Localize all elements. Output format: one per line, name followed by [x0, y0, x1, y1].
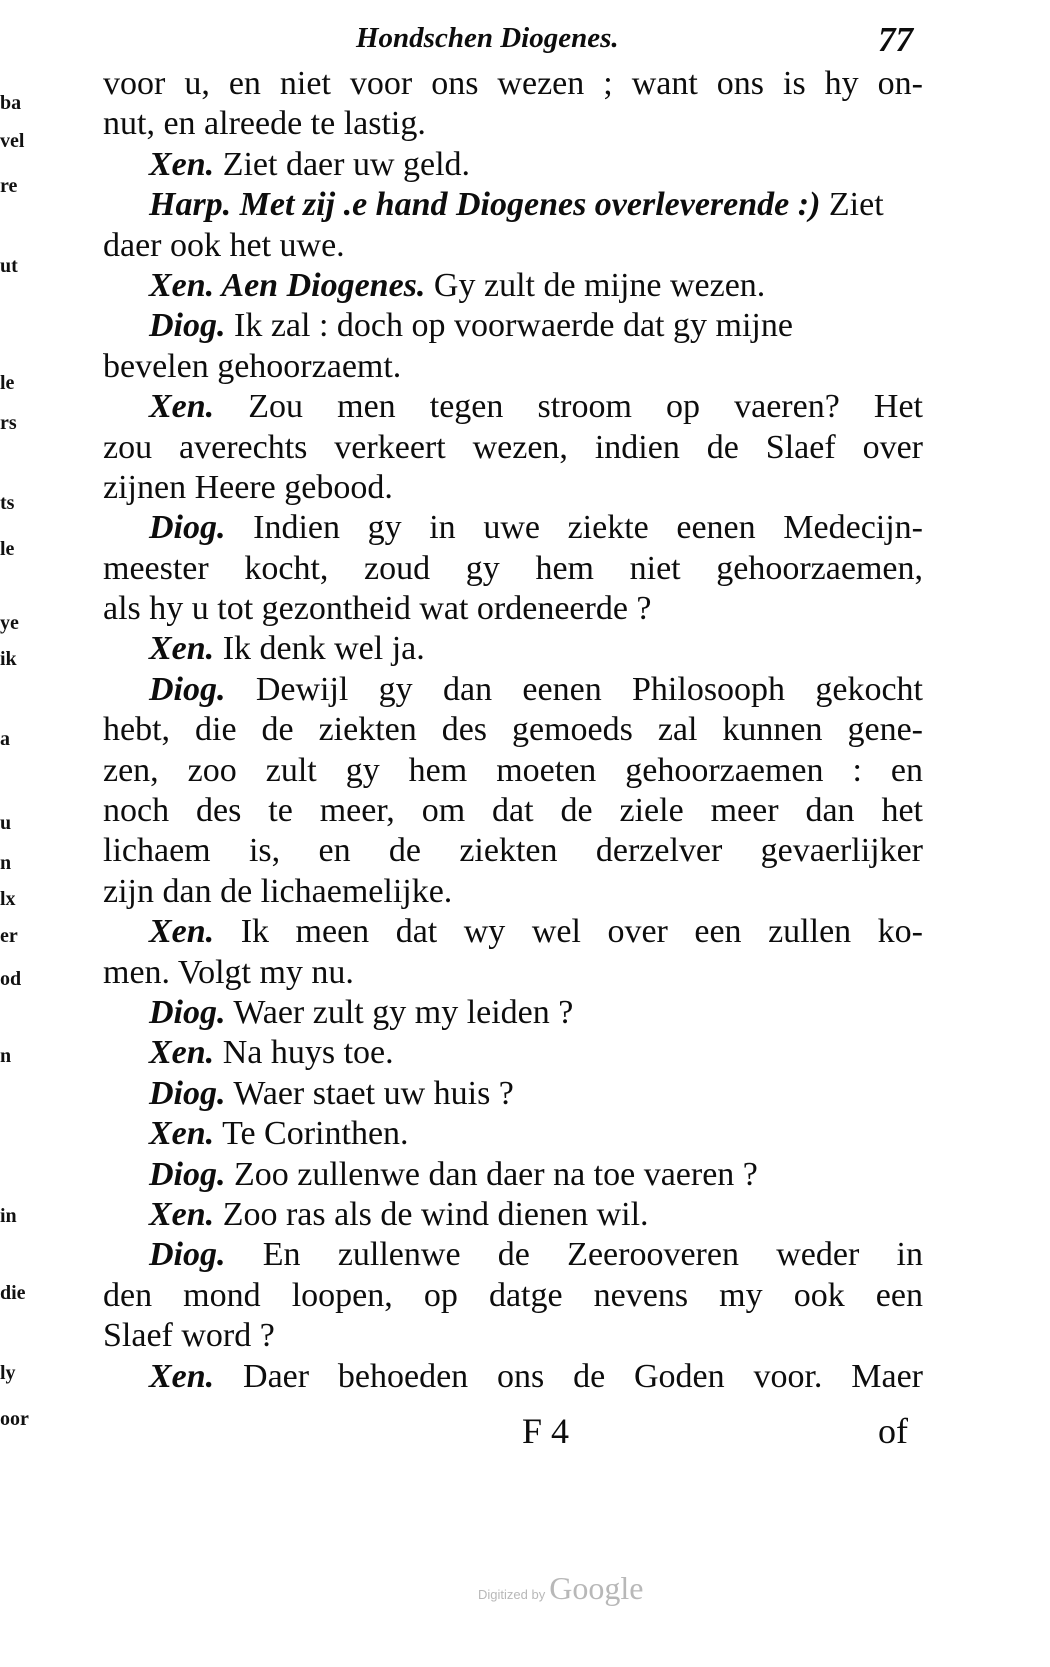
- speaker-name: Harp. Met zij .e hand Diogenes overleverende :): [149, 186, 821, 224]
- watermark-prefix: Digitized by: [478, 1587, 546, 1602]
- margin-fragment: ik: [0, 648, 17, 670]
- margin-fragment: vel: [0, 130, 25, 152]
- text-line: [103, 1033, 923, 1073]
- speaker-name: Xen.: [149, 630, 215, 668]
- margin-fragment: ye: [0, 612, 19, 634]
- line-text: Ziet: [820, 186, 884, 224]
- text-line: [103, 1357, 923, 1397]
- line-text: Waer staet uw huis ?: [225, 1074, 514, 1112]
- line-text: Zou men tegen stroom op vaeren? Het: [214, 388, 923, 426]
- text-line: [103, 791, 923, 831]
- line-text: hebt, die de ziekten des gemoeds zal kunnen gene-: [103, 711, 923, 749]
- line-text: bevelen gehoorzaemt.: [103, 347, 402, 385]
- line-text: nut, en alreede te lastig.: [103, 105, 426, 143]
- text-line: [103, 185, 923, 225]
- speaker-name: Diog.: [149, 1074, 226, 1112]
- speaker-name: Diog.: [149, 670, 226, 708]
- margin-fragment: oor: [0, 1408, 29, 1430]
- line-text: zou averechts verkeert wezen, indien de Slaef over: [103, 428, 923, 466]
- speaker-name: Diog.: [149, 509, 226, 547]
- margin-fragment: ut: [0, 255, 18, 277]
- line-text: Zoo ras als de wind dienen wil.: [214, 1195, 649, 1233]
- line-text: Zoo zullenwe dan daer na toe vaeren ?: [225, 1155, 758, 1193]
- line-text: als hy u tot gezontheid wat ordeneerde ?: [103, 590, 652, 628]
- margin-fragment: n: [0, 852, 12, 874]
- speaker-name: Xen.: [149, 1034, 215, 1072]
- speaker-name: Diog.: [149, 993, 226, 1031]
- text-line: [103, 226, 923, 266]
- speaker-name: Xen.: [149, 145, 215, 183]
- text-line: [103, 428, 923, 468]
- line-text: zijn dan de lichaemelijke.: [103, 872, 453, 910]
- margin-fragment: od: [0, 968, 22, 990]
- text-line: [103, 629, 923, 669]
- text-line: [103, 1074, 923, 1114]
- line-text: den mond loopen, op datge nevens my ook een: [103, 1276, 923, 1314]
- line-text: Daer behoeden ons de Goden voor. Maer: [214, 1357, 923, 1395]
- speaker-name: Xen.: [149, 1195, 215, 1233]
- text-line: [103, 266, 923, 306]
- line-text: voor u, en niet voor ons wezen ; want ons is hy on-: [103, 65, 923, 102]
- line-text: Gy zult de mijne wezen.: [425, 266, 766, 304]
- text-line: [103, 670, 923, 710]
- line-text: En zullenwe de Zeerooveren weder in: [225, 1236, 923, 1274]
- speaker-name: Xen.: [149, 1357, 215, 1395]
- text-line: [103, 953, 923, 993]
- margin-fragment: die: [0, 1282, 26, 1304]
- line-text: Slaef word ?: [103, 1317, 275, 1355]
- margin-fragment: lx: [0, 888, 16, 910]
- page-header: [356, 22, 1050, 62]
- page-number: 77: [878, 20, 913, 59]
- line-text: noch des te meer, om dat de ziele meer dan het: [103, 792, 923, 830]
- text-line: [103, 387, 923, 427]
- text-line: [103, 589, 923, 629]
- speaker-name: Diog.: [149, 1236, 226, 1274]
- text-line: [103, 145, 923, 185]
- line-text: Waer zult gy my leiden ?: [225, 993, 574, 1031]
- line-text: Ik zal : doch op voorwaerde dat gy mijne: [225, 307, 793, 345]
- margin-fragment: ba: [0, 92, 22, 114]
- line-text: daer ook het uwe.: [103, 226, 345, 264]
- line-text: Na huys toe.: [214, 1034, 394, 1072]
- text-line: [103, 1235, 923, 1275]
- text-line: [103, 1155, 923, 1195]
- text-line: [103, 1195, 923, 1235]
- line-text: men. Volgt my nu.: [103, 953, 354, 991]
- margin-fragment: le: [0, 538, 15, 560]
- margin-fragment: n: [0, 1045, 12, 1067]
- margin-fragment: rs: [0, 412, 17, 434]
- line-text: lichaem is, en de ziekten derzelver gevaerlijker: [103, 832, 923, 870]
- text-line: [103, 306, 923, 346]
- text-line: [103, 872, 923, 912]
- margin-fragment: u: [0, 812, 12, 834]
- speaker-name: Xen. Aen Diogenes.: [149, 266, 426, 304]
- speaker-name: Diog.: [149, 307, 226, 345]
- margin-fragment: a: [0, 728, 10, 750]
- catchword: of: [878, 1411, 908, 1451]
- line-text: zen, zoo zult gy hem moeten gehoorzaemen : en: [103, 751, 923, 789]
- text-line: [103, 468, 923, 508]
- line-text: Dewijl gy dan eenen Philosooph gekocht: [225, 670, 923, 708]
- text-line: [103, 912, 923, 952]
- margin-fragment: le: [0, 372, 15, 394]
- text-line: [103, 993, 923, 1033]
- speaker-name: Xen.: [149, 1115, 215, 1153]
- margin-fragment: ly: [0, 1362, 16, 1384]
- speaker-name: Xen.: [149, 388, 215, 426]
- speaker-name: Xen.: [149, 913, 215, 951]
- line-text: Ik denk wel ja.: [214, 630, 425, 668]
- text-line: [103, 1316, 923, 1356]
- margin-fragment: er: [0, 925, 18, 947]
- watermark-brand: Google: [549, 1570, 644, 1606]
- page-footer: [0, 1410, 1050, 1460]
- line-text: meester kocht, zoud gy hem niet gehoorzaemen,: [103, 549, 923, 587]
- margin-fragment: ts: [0, 492, 15, 514]
- text-line: [103, 1114, 923, 1154]
- margin-fragment: re: [0, 175, 18, 197]
- signature-mark: F 4: [522, 1411, 570, 1451]
- text-line: [103, 710, 923, 750]
- line-text: Ziet daer uw geld.: [214, 145, 471, 183]
- text-line: [103, 104, 923, 144]
- text-line: [103, 64, 923, 104]
- text-line: [103, 1276, 923, 1316]
- line-text: Ik meen dat wy wel over een zullen ko-: [214, 913, 923, 951]
- line-text: Indien gy in uwe ziekte eenen Medecijn-: [225, 509, 923, 547]
- margin-fragment: in: [0, 1205, 17, 1227]
- running-title: Hondschen Diogenes.: [356, 22, 619, 54]
- digitized-watermark: [478, 1570, 643, 1607]
- line-text: zijnen Heere gebood.: [103, 468, 393, 506]
- text-line: [103, 549, 923, 589]
- text-line: [103, 831, 923, 871]
- text-line: [103, 347, 923, 387]
- line-text: Te Corinthen.: [214, 1115, 409, 1153]
- body-text: [103, 64, 923, 1397]
- text-line: [103, 751, 923, 791]
- speaker-name: Diog.: [149, 1155, 226, 1193]
- text-line: [103, 508, 923, 548]
